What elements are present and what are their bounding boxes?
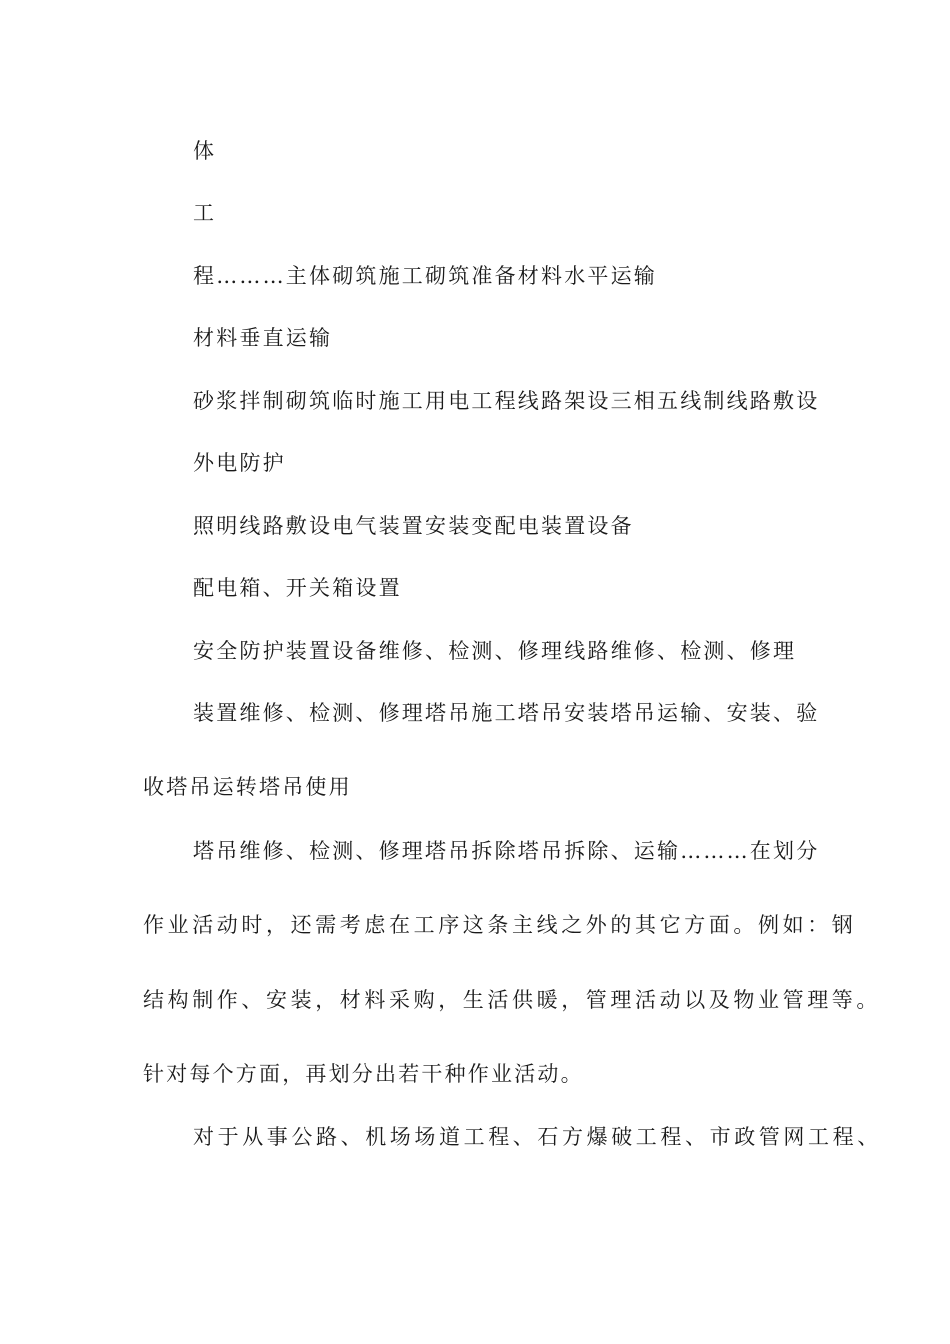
text-line-3: 程………主体砌筑施工砌筑准备材料水平运输 — [193, 264, 657, 288]
text-line-13: 作业活动时，还需考虑在工序这条主线之外的其它方面。例如：钢 — [143, 913, 857, 937]
text-line-5: 砂浆拌制砌筑临时施工用电工程线路架设三相五线制线路敷设 — [193, 389, 820, 413]
text-line-8: 配电箱、开关箱设置 — [193, 576, 402, 600]
text-line-2: 工 — [193, 201, 217, 225]
text-line-6: 外电防护 — [193, 451, 286, 475]
text-line-12: 塔吊维修、检测、修理塔吊拆除塔吊拆除、运输………在划分 — [193, 839, 820, 863]
text-line-15: 针对每个方面，再划分出若干种作业活动。 — [143, 1062, 584, 1086]
text-line-16: 对于从事公路、机场场道工程、石方爆破工程、市政管网工程、 — [193, 1125, 882, 1149]
text-line-9: 安全防护装置设备维修、检测、修理线路维修、检测、修理 — [193, 639, 797, 663]
text-line-7: 照明线路敷设电气装置安装变配电装置设备 — [193, 514, 634, 538]
text-line-11: 收塔吊运转塔吊使用 — [143, 775, 352, 799]
text-line-1: 体 — [193, 139, 217, 163]
text-line-10: 装置维修、检测、修理塔吊施工塔吊安装塔吊运输、安装、验 — [193, 701, 820, 725]
text-line-4: 材料垂直运输 — [193, 326, 333, 350]
text-line-14: 结构制作、安装，材料采购，生活供暖，管理活动以及物业管理等。 — [143, 988, 881, 1012]
